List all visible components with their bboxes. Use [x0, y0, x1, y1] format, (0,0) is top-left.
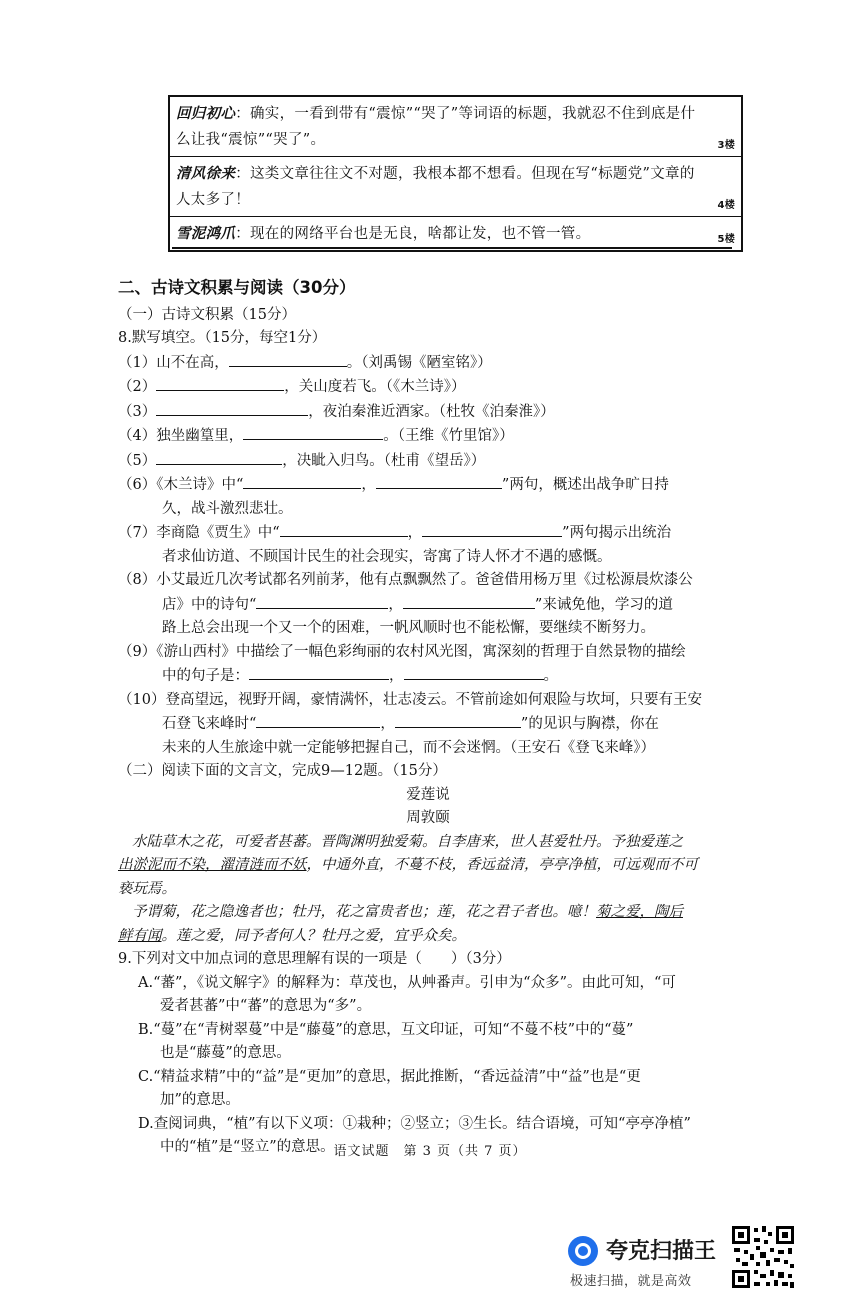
essay-text: 予谓菊，花之隐逸者也；牡丹，花之富贵者也；莲，花之君子者也。噫！: [132, 904, 596, 920]
answer-blank[interactable]: [156, 400, 308, 416]
item-text: 未来的人生旅途中就一定能够把握自己，而不会迷惘。（王安石《登飞来峰》）: [162, 739, 655, 756]
comment-author: 雪泥鸿爪: [176, 225, 236, 242]
item-text: ，: [407, 525, 423, 541]
item-text: ，: [388, 596, 403, 613]
essay-text: ，中通外直，不蔓不枝，香远益清，亭亭净植，可远观而不可: [306, 857, 698, 873]
fill-item: [118, 400, 738, 425]
item-text: ，: [380, 716, 395, 732]
comment-row: [170, 157, 741, 217]
item-text: 久，战斗激烈悲壮。: [162, 500, 293, 517]
comment-box: [168, 95, 743, 252]
item-text: 者求仙访道、不顾国计民生的社会现实，寄寓了诗人怀才不遇的感慨。: [162, 548, 612, 565]
section-title: 二、古诗文积累与阅读（30分）: [118, 278, 356, 297]
item-text: ”两句，概述出战争旷日持: [501, 477, 669, 493]
item-number: （2）: [118, 379, 157, 395]
fill-item: [118, 449, 738, 474]
option-c-cont: 加”的意思。: [160, 1092, 240, 1108]
fill-item: [118, 641, 738, 665]
item-pre: 独坐幽篁里，: [156, 428, 244, 444]
essay-paragraph: [118, 854, 738, 878]
item-number: （4）: [118, 428, 157, 444]
essay-title: 爱莲说: [406, 786, 450, 803]
comment-row: [170, 97, 741, 157]
comment-text: ：确实，一看到带有“震惊”“哭了”等词语的标题，我就忍不住到底是什么让我“震惊”“哭了”。: [176, 106, 696, 148]
answer-blank[interactable]: [229, 351, 347, 367]
item-text: 店》中的诗句“: [162, 596, 257, 613]
fill-item: [118, 351, 738, 376]
item-text: 登高望远，视野开阔，豪情满怀，壮志凌云。不管前途如何艰险与坎坷，只要有王安: [165, 691, 702, 708]
comment-author: 清风徐来: [176, 165, 236, 182]
item-post: ，关山度若飞。（《木兰诗》）: [284, 379, 466, 395]
item-text: ，: [389, 668, 404, 684]
underlined-sentence: 鲜有闻: [118, 927, 162, 944]
question-9: 9.下列对文中加点词的意思理解有误的一项是（ ）（3分）: [118, 951, 511, 967]
fill-item: [118, 473, 738, 498]
answer-blank[interactable]: [156, 449, 282, 465]
fill-item: [118, 712, 738, 737]
answer-blank[interactable]: [395, 712, 521, 728]
fill-item: [118, 375, 738, 400]
item-text: ”的见识与胸襟，你在: [520, 716, 659, 732]
answer-blank[interactable]: [156, 375, 284, 391]
option-a-cont: 爱者甚蕃”中“蕃”的意思为“多”。: [160, 998, 372, 1014]
answer-blank[interactable]: [249, 664, 389, 680]
item-text: 小艾最近几次考试都名列前茅，他有点飘飘然了。爸爸借用杨万里《过松源晨炊漆公: [156, 572, 693, 588]
item-post: 。（刘禹锡《陋室铭》）: [346, 354, 492, 371]
comment-floor: 3楼: [717, 140, 735, 151]
item-pre: 山不在高，: [156, 354, 229, 371]
qr-code-icon: [730, 1224, 796, 1290]
comment-author: 回归初心: [176, 105, 236, 122]
answer-blank[interactable]: [280, 521, 408, 537]
item-number: （10）: [118, 691, 166, 708]
item-number: （5）: [118, 452, 157, 469]
page-footer: 语文试题 第 3 页（共 7 页）: [333, 1144, 527, 1159]
item-text: ，: [361, 477, 376, 493]
underlined-sentence: 出淤泥而不染，濯清涟而不妖: [118, 857, 307, 873]
option-d-cont: 中的“植”是“竖立”的意思。: [160, 1139, 335, 1155]
option-b-cont: 也是“藤蔓”的意思。: [160, 1045, 291, 1061]
fill-item: [118, 424, 738, 449]
essay-text: 。莲之爱，同予者何人？牡丹之爱，宜乎众矣。: [161, 927, 466, 944]
answer-blank[interactable]: [243, 424, 383, 440]
fill-item: [118, 593, 738, 618]
scanner-name: 夸克扫描王: [606, 1239, 717, 1264]
essay-paragraph: 亵玩焉。: [118, 880, 176, 897]
essay-paragraph: [118, 901, 738, 925]
comment-floor: 5楼: [717, 234, 735, 245]
fill-item: [118, 664, 738, 689]
item-number: （8）: [118, 572, 157, 588]
item-text: 路上总会出现一个又一个的困难，一帆风顺时也不能松懈，要继续不断努力。: [162, 620, 655, 636]
main-content: [118, 274, 738, 1160]
part-heading: （一）古诗文积累（15分）: [118, 306, 296, 323]
option-a: A.“蕃”，《说文解字》的解释为：草茂也，从艸番声。引申为“众多”。由此可知，“可: [138, 974, 676, 991]
answer-blank[interactable]: [404, 664, 544, 680]
item-number: （7）: [118, 525, 157, 541]
scanner-watermark: [566, 1226, 726, 1290]
item-number: （3）: [118, 403, 157, 420]
item-text: 《游山西村》中描绘了一幅色彩绚丽的农村风光图，寓深刻的哲理于自然景物的描绘: [156, 643, 686, 660]
fill-item: [118, 569, 738, 593]
part-heading: （二）阅读下面的文言文，完成9—12题。（15分）: [118, 763, 447, 779]
item-number: （1）: [118, 354, 157, 371]
fill-item: [118, 521, 738, 546]
fill-item: [118, 689, 738, 713]
question-8: 8.默写填空。（15分，每空1分）: [118, 330, 327, 346]
comment-text: ：现在的网络平台也是无良，啥都让发，也不管一管。: [235, 226, 591, 242]
item-text: ”两句揭示出统治: [562, 525, 672, 541]
item-text: 石登飞来峰时“: [162, 716, 257, 732]
scanner-logo-icon: [568, 1236, 598, 1266]
item-text: ”来诫免他，学习的道: [534, 596, 673, 613]
answer-blank[interactable]: [422, 521, 562, 537]
item-post: ，夜泊秦淮近酒家。（杜牧《泊秦淮》）: [308, 403, 555, 420]
item-number: （6）: [118, 477, 157, 493]
answer-blank[interactable]: [256, 593, 388, 609]
essay-author: 周敦颐: [406, 810, 450, 826]
item-post: 。（王维《竹里馆》）: [383, 428, 514, 444]
comment-floor: 4楼: [717, 200, 735, 211]
item-number: （9）: [118, 643, 157, 660]
answer-blank[interactable]: [403, 593, 535, 609]
comment-row: [170, 217, 741, 250]
item-post: ，决眦入归鸟。（杜甫《望岳》）: [282, 452, 486, 469]
option-b: B.“蔓”在“青树翠蔓”中是“藤蔓”的意思，互文印证，可知“不蔓不枝”中的“蔓”: [138, 1021, 634, 1038]
underlined-sentence: 菊之爱，陶后: [596, 904, 683, 920]
essay-paragraph: [118, 925, 738, 949]
answer-blank[interactable]: [376, 473, 502, 489]
item-text: 。: [543, 668, 558, 684]
answer-blank[interactable]: [243, 473, 361, 489]
item-text: 中的句子是：: [162, 668, 249, 684]
item-text: 《木兰诗》中“: [156, 477, 244, 493]
essay-paragraph: 水陆草木之花，可爱者甚蕃。晋陶渊明独爱菊。自李唐来，世人甚爱牡丹。予独爱莲之: [132, 833, 683, 850]
scanner-tagline: 极速扫描，就是高效: [570, 1274, 692, 1289]
option-d: D.查阅词典，“植”有以下义项：①栽种；②竖立；③生长。结合语境，可知“亭亭净植”: [138, 1115, 691, 1132]
comment-text: ：这类文章往往文不对题，我根本都不想看。但现在写“标题党”文章的人太多了！: [176, 166, 695, 208]
divider-line: [172, 247, 732, 249]
option-c: C.“精益求精”中的“益”是“更加”的意思，据此推断，“香远益清”中“益”也是“更: [138, 1068, 641, 1085]
item-text: 李商隐《贾生》中“: [156, 525, 280, 541]
answer-blank[interactable]: [256, 712, 380, 728]
